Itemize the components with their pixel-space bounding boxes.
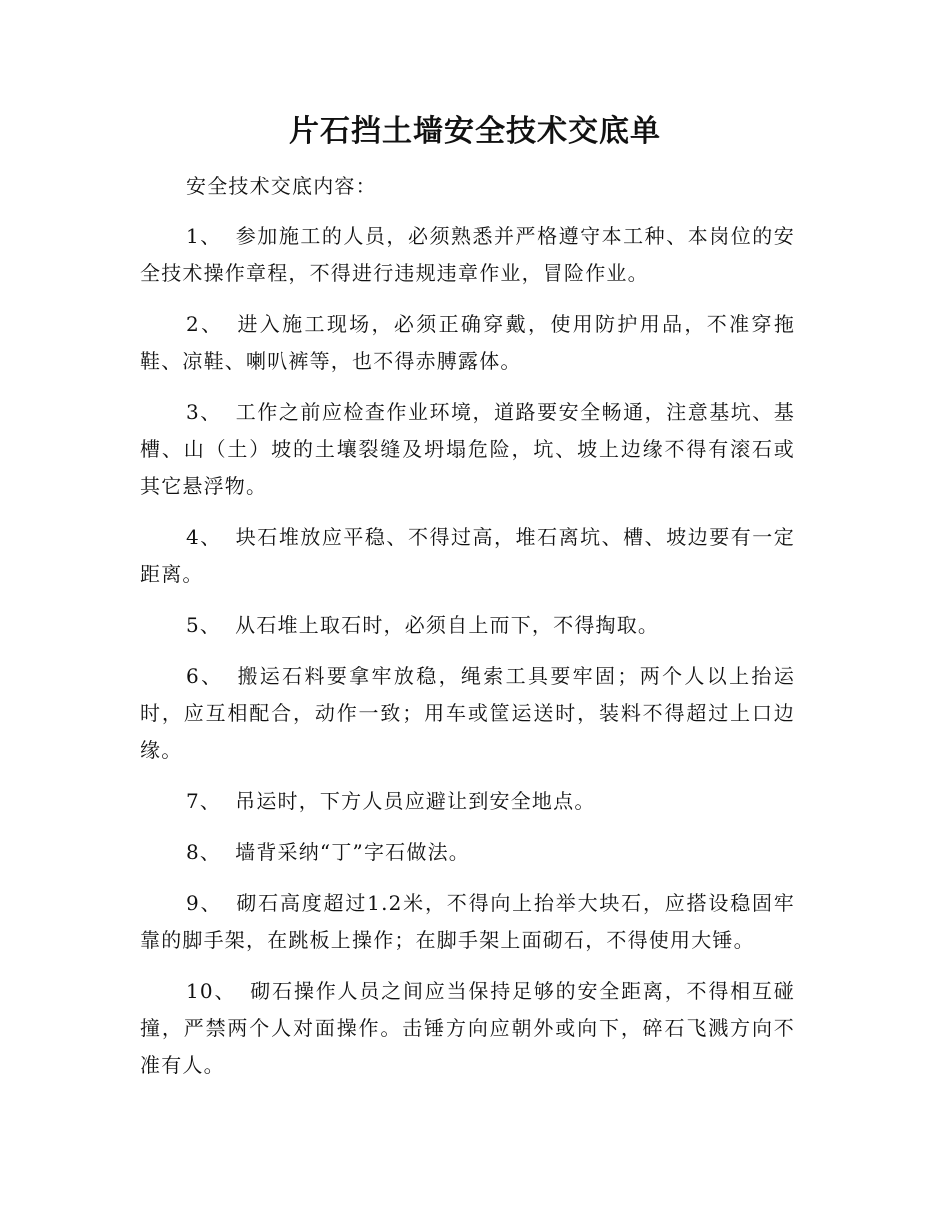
list-item xyxy=(140,783,795,820)
item-number: 7、 xyxy=(186,789,222,813)
item-text: 从石堆上取石时，必须自上而下，不得掏取。 xyxy=(235,613,660,637)
item-text: 砌石操作人员之间应当保持足够的安全距离，不得相互碰撞，严禁两个人对面操作。击锤方向应朝外或向下，碎石飞溅方向不准有人。 xyxy=(140,979,795,1077)
list-item xyxy=(140,607,795,644)
item-number: 1、 xyxy=(186,224,222,248)
item-text: 进入施工现场，必须正确穿戴，使用防护用品，不准穿拖鞋、凉鞋、喇叭裤等，也不得赤膊露体。 xyxy=(140,312,796,373)
list-item xyxy=(140,658,795,769)
item-text: 砌石高度超过1.2米，不得向上抬举大块石，应搭设稳固牢靠的脚手架，在跳板上操作；在脚手架上面砌石，不得使用大锤。 xyxy=(140,891,796,952)
list-item xyxy=(140,885,795,959)
item-text: 墙背采纳“丁”字石做法。 xyxy=(235,840,470,864)
item-number: 8、 xyxy=(186,840,222,864)
item-number: 3、 xyxy=(186,400,222,424)
document-title: 片石挡土墙安全技术交底单 xyxy=(289,114,661,149)
list-item xyxy=(140,218,795,292)
item-text: 参加施工的人员，必须熟悉并严格遵守本工种、本岗位的安全技术操作章程，不得进行违规违章作业，冒险作业。 xyxy=(140,224,796,285)
item-number: 4、 xyxy=(186,525,222,549)
item-number: 10、 xyxy=(186,979,237,1003)
list-item xyxy=(140,834,795,871)
item-number: 9、 xyxy=(186,891,223,915)
list-item xyxy=(140,973,795,1084)
item-text: 工作之前应检查作业环境，道路要安全畅通，注意基坑、基槽、山（土）坡的土壤裂缝及坍塌危险，坑、坡上边缘不得有滚石或其它悬浮物。 xyxy=(140,400,796,498)
item-text: 搬运石料要拿牢放稳，绳索工具要牢固；两个人以上抬运时，应互相配合，动作一致；用车或筐运送时，装料不得超过上口边缘。 xyxy=(140,664,796,762)
list-item xyxy=(140,394,795,505)
item-number: 2、 xyxy=(186,312,224,336)
intro-label: 安全技术交底内容： xyxy=(186,174,377,198)
list-item xyxy=(140,519,795,593)
list-item xyxy=(140,306,795,380)
item-text: 吊运时，下方人员应避让到安全地点。 xyxy=(235,789,596,813)
item-number: 5、 xyxy=(186,613,222,637)
item-text: 块石堆放应平稳、不得过高，堆石离坑、槽、坡边要有一定距离。 xyxy=(140,525,796,586)
safety-items-list xyxy=(140,218,795,1098)
item-number: 6、 xyxy=(186,664,224,688)
